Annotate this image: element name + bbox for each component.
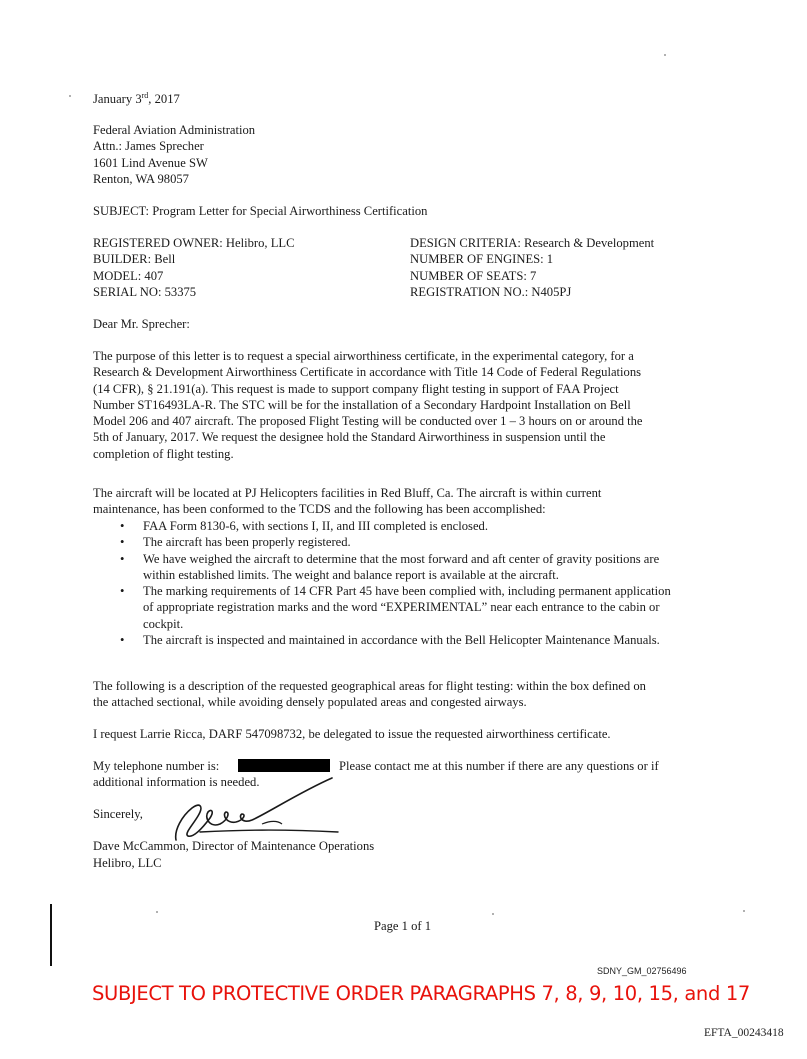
recipient-line: Federal Aviation Administration <box>93 123 256 137</box>
spec-item: NUMBER OF SEATS: 7 <box>410 268 537 283</box>
spec-item: DESIGN CRITERIA: Research & Development <box>410 236 655 250</box>
recipient-line: 1601 Lind Avenue SW <box>93 155 208 170</box>
bullet-icon: • <box>120 519 125 533</box>
spec-item: REGISTRATION NO.: N405PJ <box>410 284 572 299</box>
bullet-icon: • <box>120 535 125 550</box>
scan-speck <box>69 95 71 97</box>
scan-speck <box>743 910 745 912</box>
phone-label: My telephone number is: <box>93 759 220 773</box>
bullet-icon: • <box>120 633 125 648</box>
spec-item: MODEL: 407 <box>93 268 164 283</box>
paragraph-delegation: I request Larrie Ricca, DARF 547098732, be delegated to issue the requested airworthiness certificate. <box>93 727 611 741</box>
paragraph-geography <box>93 678 646 711</box>
phone-line-2: additional information is needed. <box>93 775 260 789</box>
list-item: • The aircraft is inspected and maintained in accordance with the Bell Helicopter Maintenance Manuals. <box>120 633 660 648</box>
paragraph-line: Number ST16493LA-R. The STC will be for the installation of a Secondary Hardpoint Installation on Bell <box>93 397 631 412</box>
recipient-line: Attn.: James Sprecher <box>93 139 204 154</box>
accomplished-list <box>93 518 743 648</box>
list-item: • The aircraft has been properly registered. <box>120 535 351 550</box>
bullet-icon: • <box>120 551 125 566</box>
bates-number: SDNY_GM_02756496 <box>597 966 687 976</box>
protective-order-notice: SUBJECT TO PROTECTIVE ORDER PARAGRAPHS 7, 8, 9, 10, 15, and 17 <box>92 982 750 1005</box>
paragraph-line: (14 CFR), § 21.191(a). This request is made to support company flight testing in support of FAA Project <box>93 381 619 396</box>
paragraph-line: Research & Development Airworthiness Certificate in accordance with Title 14 Code of Federal Regulations <box>93 365 642 380</box>
scan-edge-mark <box>50 904 52 966</box>
spec-item: REGISTERED OWNER: Helibro, LLC <box>93 236 295 250</box>
spec-item: SERIAL NO: 53375 <box>93 284 197 299</box>
specs-right-column <box>410 235 654 300</box>
scan-speck <box>156 911 158 913</box>
signer-name: Dave McCammon, Director of Maintenance Operations <box>93 839 375 853</box>
efta-number: EFTA_00243418 <box>704 1027 784 1039</box>
spec-item: NUMBER OF ENGINES: 1 <box>410 252 554 267</box>
paragraph-line: The aircraft will be located at PJ Helicopters facilities in Red Bluff, Ca. The aircraft is within current <box>93 486 602 500</box>
recipient-address <box>93 122 255 187</box>
salutation: Dear Mr. Sprecher: <box>93 317 190 331</box>
closing: Sincerely, <box>93 807 143 821</box>
page-number: Page 1 of 1 <box>374 919 432 933</box>
list-item: • FAA Form 8130-6, with sections I, II, and III completed is enclosed. <box>120 519 488 533</box>
paragraph-line: Model 206 and 407 aircraft. The proposed Flight Testing will be conducted over 1 – 3 hours on or around the <box>93 414 643 429</box>
paragraph-purpose <box>93 348 643 462</box>
paragraph-line: completion of flight testing. <box>93 446 234 461</box>
scan-speck <box>664 54 666 56</box>
specs-left-column <box>93 235 294 300</box>
subject-line: SUBJECT: Program Letter for Special Airworthiness Certification <box>93 204 428 218</box>
spec-item: BUILDER: Bell <box>93 252 176 267</box>
list-item: • The marking requirements of 14 CFR Part 45 have been complied with, including permanent application of appropriate registration marks and the word “EXPERIMENTAL” near each entrance to the cabin or cockpit. <box>120 584 671 631</box>
phone-contact-text: Please contact me at this number if there are any questions or if <box>339 759 659 773</box>
paragraph-line: the attached sectional, while avoiding densely populated areas and congested airways. <box>93 695 527 710</box>
scan-speck <box>492 913 494 915</box>
paragraph-location <box>93 485 601 518</box>
company-name: Helibro, LLC <box>93 856 162 870</box>
list-item: • We have weighed the aircraft to determine that the most forward and aft center of gravity positions are within established limits. The weight and balance report is available at the aircraft. <box>120 551 660 582</box>
recipient-line: Renton, WA 98057 <box>93 171 189 186</box>
redaction-box <box>238 759 330 772</box>
paragraph-line: 5th of January, 2017. We request the designee hold the Standard Airworthiness in suspension until the <box>93 430 606 445</box>
letter-date: January 3rd, 2017 <box>93 90 180 106</box>
paragraph-line: The following is a description of the requested geographical areas for flight testing: within the box defined on <box>93 679 646 693</box>
paragraph-line: The purpose of this letter is to request a special airworthiness certificate, in the experimental category, for a <box>93 349 634 363</box>
bullet-icon: • <box>120 584 125 599</box>
paragraph-line: maintenance, has been conformed to the TCDS and the following has been accomplished: <box>93 502 546 517</box>
